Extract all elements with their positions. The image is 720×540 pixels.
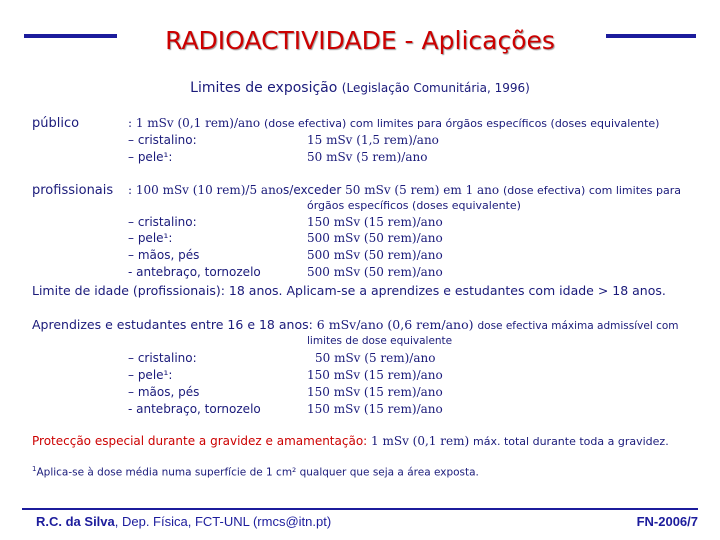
publico-item-name: – pele¹: bbox=[128, 150, 173, 164]
aprendizes-item-name: - antebraço, tornozelo bbox=[128, 402, 261, 416]
aprendizes-item-value: 150 mSv (15 rem)/ano bbox=[307, 402, 443, 416]
publico-item-name: – cristalino: bbox=[128, 133, 197, 147]
profissionais-item-name: – pele¹: bbox=[128, 231, 173, 245]
footer-author: R.C. da Silva bbox=[36, 514, 115, 529]
footer-code-text: FN-2006/7 bbox=[636, 514, 698, 529]
subtitle-main: Limites de exposição bbox=[190, 80, 338, 96]
limite-idade-who: aprendizes e estudantes com idade > 18 anos. bbox=[370, 283, 666, 298]
profissionais-line2: órgãos específicos (doses equivalente) bbox=[307, 199, 521, 212]
aprendizes-item-name: – mãos, pés bbox=[128, 385, 200, 399]
profissionais-item-value: 500 mSv (50 rem)/ano bbox=[307, 248, 443, 262]
publico-item-value: 15 mSv (1,5 rem)/ano bbox=[307, 133, 439, 147]
proteccao-label: Protecção especial durante a gravidez e amamentação: bbox=[32, 434, 368, 448]
aprendizes-label: Aprendizes e estudantes entre 16 e 18 anos: bbox=[32, 317, 313, 332]
subtitle bbox=[0, 80, 720, 96]
page-title: RADIOACTIVIDADE - Aplicações bbox=[165, 26, 555, 55]
limite-idade bbox=[32, 283, 666, 298]
aprendizes-dose-desc: dose efectiva máxima admissível com bbox=[477, 320, 679, 332]
profissionais-sexceder: s/exceder bbox=[283, 183, 342, 197]
subtitle-paren: (Legislação Comunitária, 1996) bbox=[341, 81, 530, 95]
footnote-mark: 1 bbox=[32, 465, 37, 473]
profissionais-item-name: – mãos, pés bbox=[128, 248, 200, 262]
profissionais-dose-desc: (dose efectiva) com limites para bbox=[502, 184, 681, 197]
limite-idade-label: Limite de idade (profissionais): bbox=[32, 283, 225, 298]
aprendizes-line bbox=[32, 317, 679, 332]
aprendizes-limits: limites de dose equivalente bbox=[307, 335, 453, 347]
publico-label: público bbox=[32, 116, 80, 131]
limite-idade-apply: Aplicam-se a bbox=[286, 283, 367, 298]
profissionais-item-name: – cristalino: bbox=[128, 215, 197, 229]
profissionais-dose: : 100 mSv (10 rem)/5 ano bbox=[128, 183, 284, 197]
publico-line1 bbox=[128, 116, 659, 130]
publico-dose: : 1 mSv (0,1 rem)/ano bbox=[128, 116, 261, 130]
aprendizes-item-name: – cristalino: bbox=[128, 351, 197, 365]
proteccao-desc: máx. total durante toda a gravidez. bbox=[472, 435, 669, 448]
publico-dose-desc: (dose efectiva) com limites para órgãos específicos (doses equivalente) bbox=[263, 117, 660, 130]
aprendizes-item-value: 50 mSv (5 rem)/ano bbox=[315, 351, 436, 365]
footnote-text: Aplica-se à dose média numa superfície de 1 cm² qualquer que seja a área exposta. bbox=[36, 466, 479, 479]
profissionais-item-name: - antebraço, tornozelo bbox=[128, 265, 261, 279]
footer-credit bbox=[36, 514, 331, 529]
proteccao-dose: 1 mSv (0,1 rem) bbox=[371, 434, 470, 448]
aprendizes-item-value: 150 mSv (15 rem)/ano bbox=[307, 368, 443, 382]
profissionais-item-value: 150 mSv (15 rem)/ano bbox=[307, 215, 443, 229]
proteccao-line bbox=[32, 434, 669, 448]
footnote bbox=[32, 465, 479, 479]
limite-idade-value: 18 anos. bbox=[228, 283, 283, 298]
footer-code bbox=[637, 514, 698, 529]
publico-item-value: 50 mSv (5 rem)/ano bbox=[307, 150, 428, 164]
profissionais-label: profissionais bbox=[32, 183, 114, 198]
aprendizes-dose: 6 mSv/ano (0,6 rem/ano) bbox=[316, 317, 474, 332]
aprendizes-item-value: 150 mSv (15 rem)/ano bbox=[307, 385, 443, 399]
footer-affiliation: , Dep. Física, FCT-UNL (rmcs@itn.pt) bbox=[114, 514, 332, 529]
aprendizes-item-name: – pele¹: bbox=[128, 368, 173, 382]
footer-rule bbox=[22, 508, 698, 510]
profissionais-item-value: 500 mSv (50 rem)/ano bbox=[307, 265, 443, 279]
profissionais-annual: 50 mSv (5 rem) em 1 ano bbox=[345, 183, 500, 197]
profissionais-item-value: 500 mSv (50 rem)/ano bbox=[307, 231, 443, 245]
profissionais-line1 bbox=[128, 183, 681, 197]
